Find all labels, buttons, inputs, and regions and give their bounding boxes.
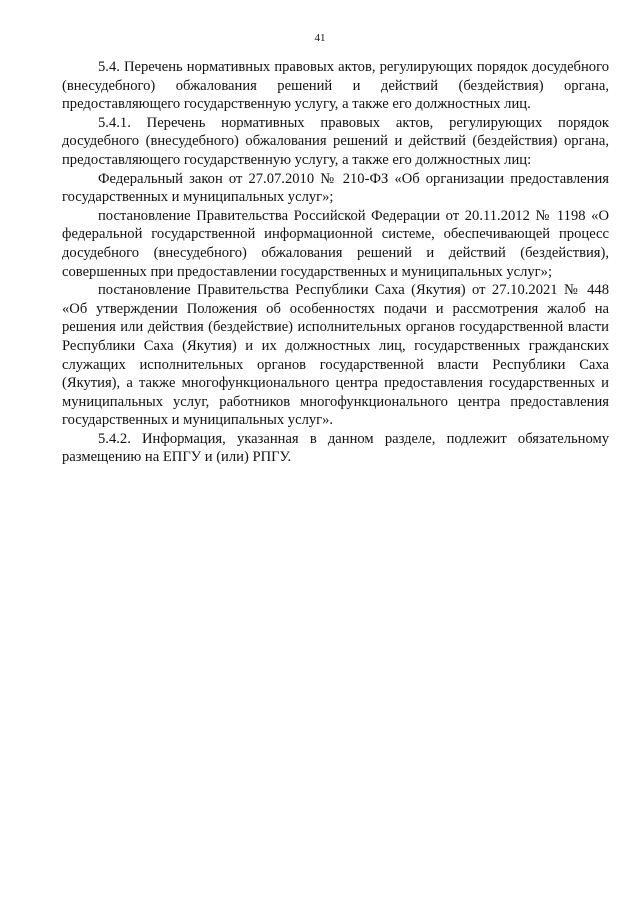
paragraph-5-4-1: 5.4.1. Перечень нормативных правовых актов, регулирующих порядок досудебного (внесудебного) обжалования решений и действий (бездействия) органа, предоставляющего государственную услугу, а также его должностных лиц: bbox=[62, 114, 609, 168]
paragraph-federal-law: Федеральный закон от 27.07.2010 № 210-ФЗ «Об организации предоставления государственных и муниципальных услуг»; bbox=[62, 170, 609, 206]
paragraph-sakha-government-resolution: постановление Правительства Республики Саха (Якутия) от 27.10.2021 № 448 «Об утверждении Положения об особенностях подачи и рассмотрения жалоб на решения или действия (бездействие) исполнительных органов государственной власти Республики Саха (Якутия) и их должностных лиц, государственных гражданских служащих исполнительных органов государственной власти Республики Саха (Якутия), а также многофункционального центра предоставления государственных и муниципальных услуг, работников многофункционального центра предоставления государственных и муниципальных услуг». bbox=[62, 282, 609, 429]
document-body bbox=[62, 58, 609, 467]
paragraph-rf-government-resolution: постановление Правительства Российской Федерации от 20.11.2012 № 1198 «О федеральной государственной информационной системе, обеспечивающей процесс досудебного (внесудебного) обжалования решений и действий (бездействия), совершенных при предоставлении государственных и муниципальных услуг»; bbox=[62, 207, 609, 280]
page-number: 41 bbox=[314, 32, 326, 44]
paragraph-5-4-2: 5.4.2. Информация, указанная в данном разделе, подлежит обязательному размещению на ЕПГУ и (или) РПГУ. bbox=[62, 430, 609, 466]
paragraph-5-4: 5.4. Перечень нормативных правовых актов, регулирующих порядок досудебного (внесудебного) обжалования решений и действий (бездействия) органа, предоставляющего государственную услугу, а также его должностных лиц. bbox=[62, 59, 609, 113]
